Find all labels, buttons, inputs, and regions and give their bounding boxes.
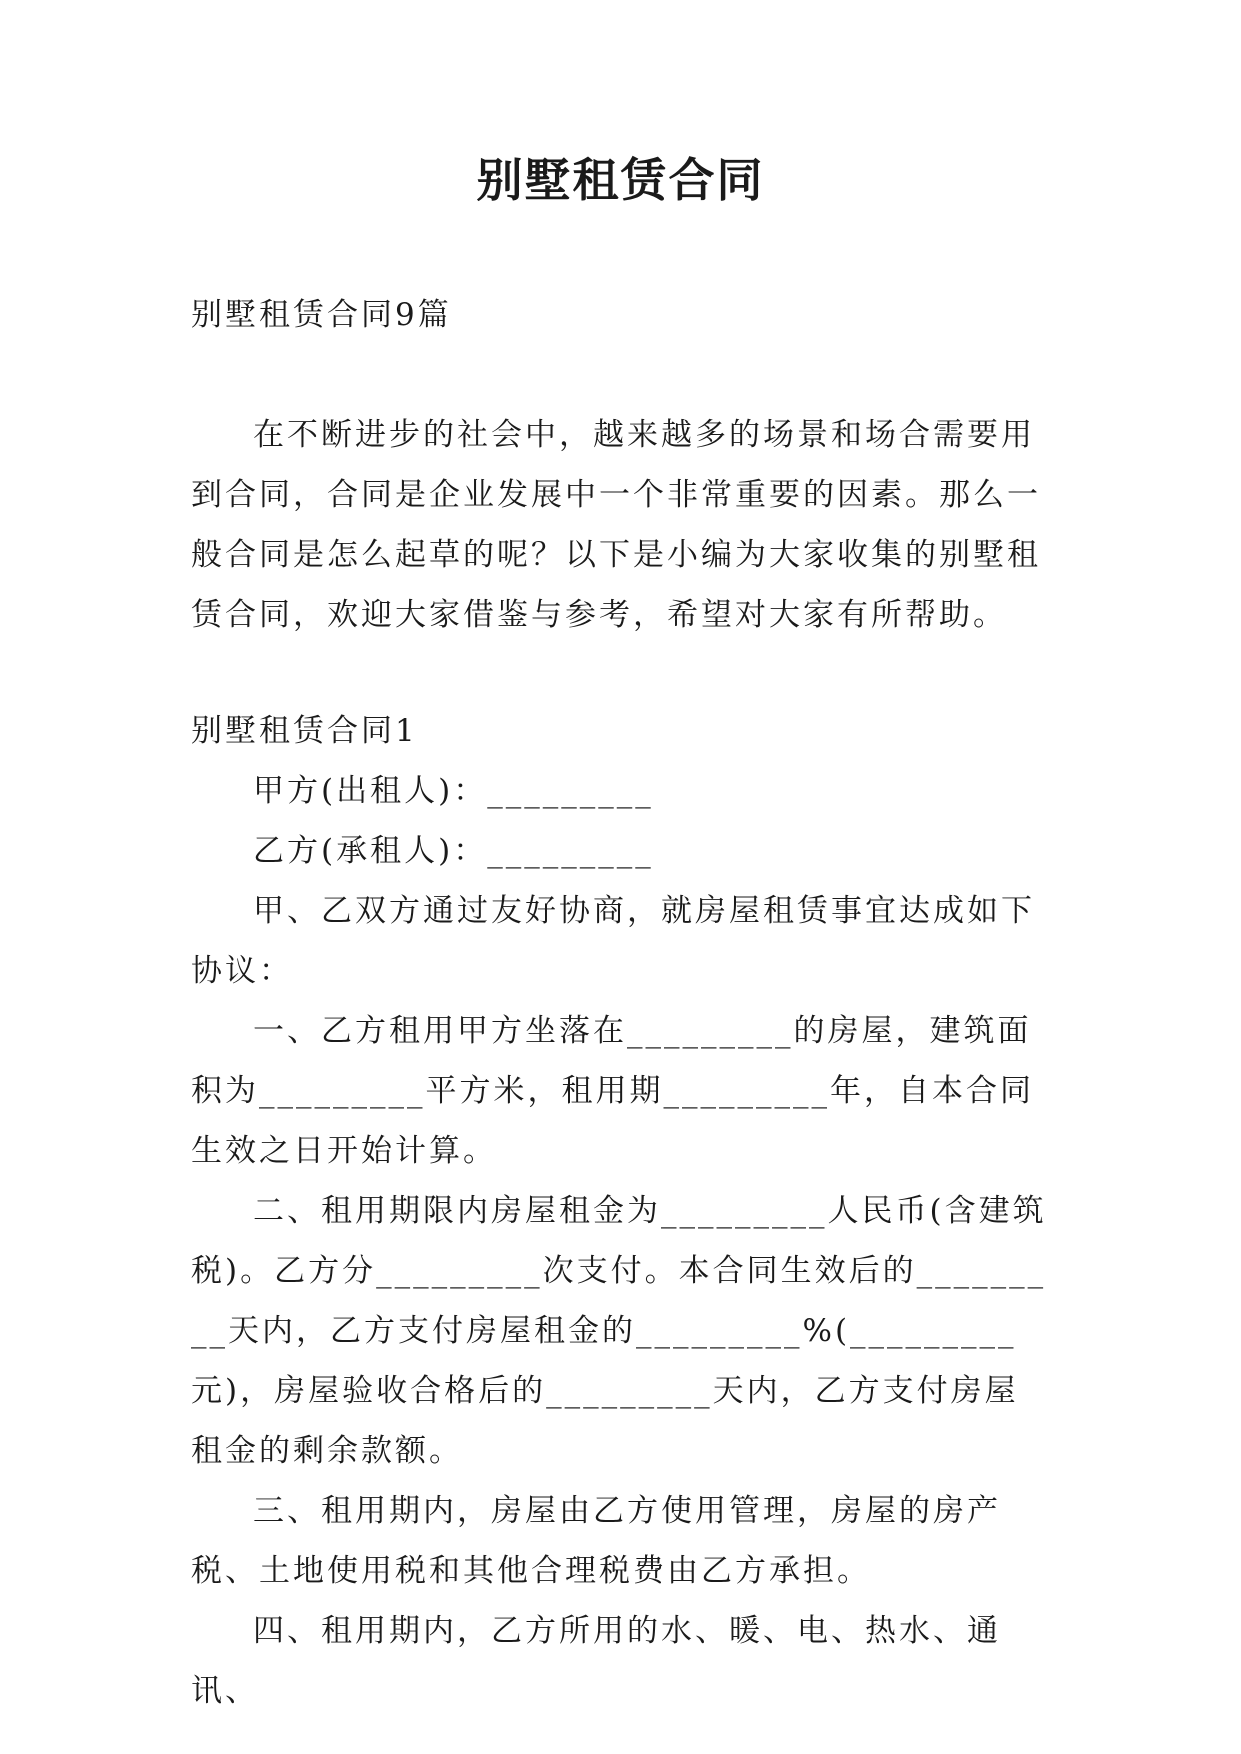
intro-paragraph: 在不断进步的社会中，越来越多的场景和场合需要用到合同，合同是企业发展中一个非常重要的因素。那么一般合同是怎么起草的呢？以下是小编为大家收集的别墅租赁合同，欢迎大家借鉴与参考，希望对大家有所帮助。: [191, 417, 1041, 633]
clause-4: 四、租用期内，乙方所用的水、暖、电、热水、通讯、: [191, 1613, 1001, 1709]
clause-3: 三、租用期内，房屋由乙方使用管理，房屋的房产税、土地使用税和其他合理税费由乙方承担。: [191, 1493, 1001, 1589]
party-b-line: 乙方(承租人)：_________: [253, 833, 654, 869]
party-a-line: 甲方(出租人)：_________: [253, 773, 654, 809]
section-heading: 别墅租赁合同1: [191, 713, 418, 749]
document-title: 别墅租赁合同: [476, 153, 765, 207]
document-subtitle: 别墅租赁合同9篇: [191, 297, 452, 333]
preamble-paragraph: 甲、乙双方通过友好协商，就房屋租赁事宜达成如下协议：: [191, 893, 1035, 989]
clause-2: 二、租用期限内房屋租金为_________人民币(含建筑税)。乙方分_________次支付。本合同生效后的_________天内，乙方支付房屋租金的_________%(_________元)，房屋验收合格后的_________天内，乙方支付房屋租金的剩余款额。: [191, 1193, 1047, 1469]
document-body: [191, 285, 1051, 1721]
clause-1: 一、乙方租用甲方坐落在_________的房屋，建筑面积为_________平方米，租用期_________年，自本合同生效之日开始计算。: [191, 1013, 1034, 1169]
